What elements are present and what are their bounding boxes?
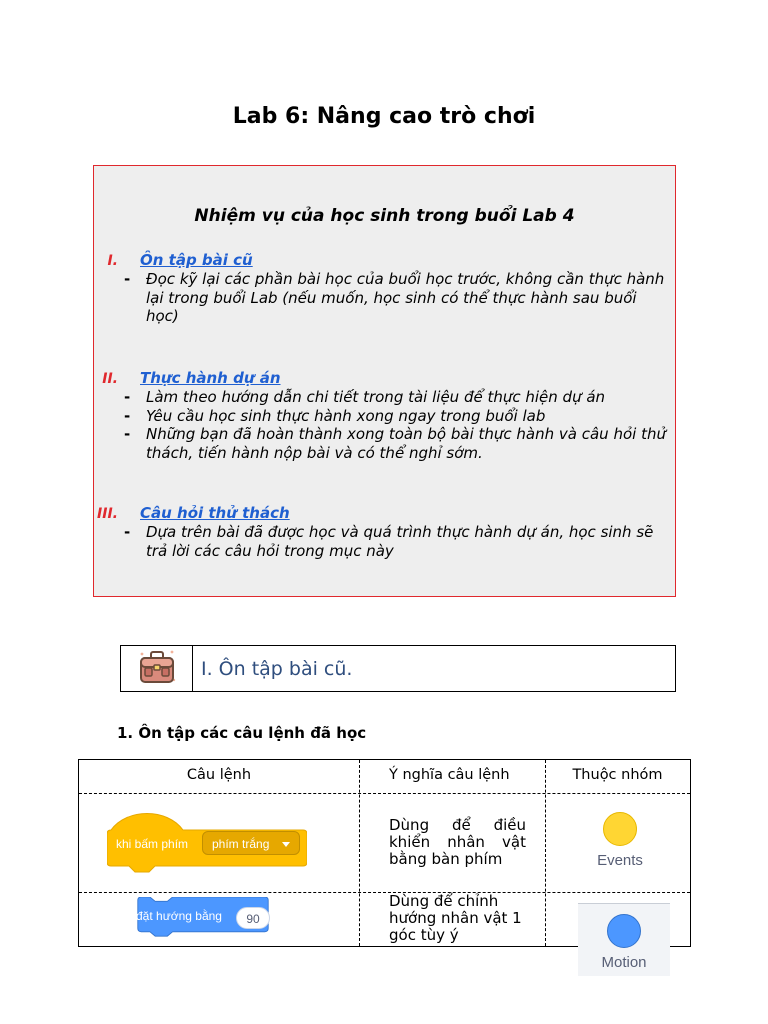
chevron-down-icon: [282, 842, 290, 847]
table-divider: [79, 892, 690, 893]
events-block: [107, 810, 307, 874]
subheading: 1. Ôn tập các câu lệnh đã học: [117, 724, 367, 742]
motion-block: [128, 897, 278, 937]
section-title: Thực hành dự án: [140, 369, 281, 387]
task-heading: Nhiệm vụ của học sinh trong buổi Lab 4: [194, 206, 575, 226]
key-dropdown: phím trắng: [202, 831, 300, 855]
bullet-marker: -: [124, 270, 131, 288]
group-name: Events: [597, 852, 643, 869]
page-title: Lab 6: Nâng cao trò chơi: [232, 104, 536, 129]
events-dot-icon: [603, 812, 637, 846]
table-divider: [359, 760, 360, 946]
section-number: III.: [97, 506, 118, 522]
bullet-item: - Yêu cầu học sinh thực hành xong ngay trong buổi lab: [124, 406, 546, 425]
group-name: Motion: [601, 954, 647, 971]
motion-dot-icon: [607, 914, 641, 948]
briefcase-icon: [136, 646, 178, 692]
motion-badge: [578, 903, 670, 976]
section-title: Ôn tập bài cũ: [140, 251, 253, 269]
table-divider: [545, 760, 546, 946]
bullet-list: [124, 523, 669, 560]
block-label: đặt hướng bằng: [136, 909, 222, 923]
command-meaning: Dùng để điều khiển nhân vật bằng bàn phím: [389, 816, 526, 868]
bullet-marker: -: [124, 523, 131, 541]
bullet-item: - Dựa trên bài đã được học và quá trình thực hành dự án, học sinh sẽ trả lời các câu hỏi trong mục này: [124, 523, 654, 560]
bullet-list: [124, 270, 669, 326]
section-banner: [120, 645, 676, 692]
block-label: khi bấm phím: [116, 837, 189, 851]
banner-title: I. Ôn tập bài cũ.: [201, 657, 353, 680]
column-header: Thuộc nhóm: [572, 767, 663, 783]
bullet-marker: -: [124, 388, 131, 406]
banner-icon-cell: [121, 646, 193, 691]
bullet-list: [124, 388, 669, 462]
task-box: [93, 165, 676, 597]
bullet-item: - Những bạn đã hoàn thành xong toàn bộ bài thực hành và câu hỏi thử thách, tiến hành nộp bài và có thể nghỉ sớm.: [124, 425, 666, 462]
bullet-marker: -: [124, 425, 131, 443]
table-divider: [79, 793, 690, 794]
column-header: Câu lệnh: [186, 767, 252, 783]
events-badge: [580, 812, 660, 869]
section-number: I.: [107, 253, 118, 269]
bullet-item: - Đọc kỹ lại các phần bài học của buổi học trước, không cần thực hành lại trong buổi Lab (nếu muốn, học sinh có thể thực hành sau buổi học): [124, 270, 665, 325]
direction-input: 90: [236, 907, 270, 929]
bullet-marker: -: [124, 406, 131, 425]
command-meaning: Dùng để chỉnh hướng nhân vật 1 góc tùy ý: [389, 892, 522, 944]
section-number: II.: [102, 371, 118, 387]
bullet-item: - Làm theo hướng dẫn chi tiết trong tài liệu để thực hiện dự án: [124, 388, 606, 406]
section-title: Câu hỏi thử thách: [140, 504, 290, 522]
column-header: Ý nghĩa câu lệnh: [389, 767, 510, 783]
